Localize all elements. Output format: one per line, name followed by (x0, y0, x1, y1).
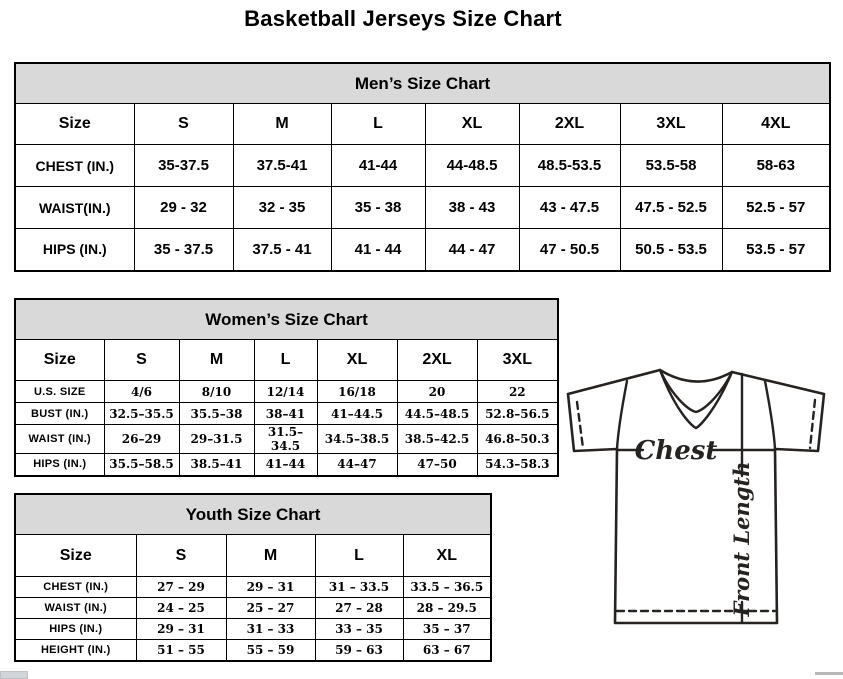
jersey-outline (568, 370, 824, 623)
mens-size-table (14, 62, 831, 272)
column-header: Size (15, 104, 134, 145)
size-value-cell: 35.5–38 (179, 403, 254, 425)
size-value-cell: 20 (397, 381, 477, 403)
size-value-cell: 12/14 (254, 381, 317, 403)
size-value-cell: 59 – 63 (315, 640, 403, 661)
column-header: M (179, 340, 254, 381)
size-value-cell: 22 (477, 381, 558, 403)
size-value-cell: 53.5 - 57 (722, 229, 830, 271)
size-value-cell: 16/18 (317, 381, 397, 403)
size-value-cell: 52.8–56.5 (477, 403, 558, 425)
size-value-cell: 32 - 35 (233, 187, 331, 229)
column-header: XL (317, 340, 397, 381)
row-label: HIPS (IN.) (15, 454, 104, 476)
size-value-cell: 29–31.5 (179, 425, 254, 454)
size-value-cell: 29 - 32 (134, 187, 233, 229)
column-header: Size (15, 340, 104, 381)
size-value-cell: 44.5–48.5 (397, 403, 477, 425)
column-header: 2XL (519, 104, 620, 145)
size-value-cell: 41–44.5 (317, 403, 397, 425)
column-header: S (136, 535, 226, 577)
size-value-cell: 41-44 (331, 145, 425, 187)
size-value-cell: 35.5–58.5 (104, 454, 179, 476)
size-value-cell: 50.5 - 53.5 (620, 229, 722, 271)
table-row (15, 187, 830, 229)
size-value-cell: 29 – 31 (136, 619, 226, 640)
youth-chart-title: Youth Size Chart (15, 494, 491, 535)
table-row (15, 425, 558, 454)
row-label: CHEST (IN.) (15, 577, 136, 598)
size-value-cell: 4/6 (104, 381, 179, 403)
row-label: WAIST (IN.) (15, 425, 104, 454)
front-length-label: Front Length (729, 461, 754, 617)
size-value-cell: 33.5 – 36.5 (403, 577, 491, 598)
size-value-cell: 41–44 (254, 454, 317, 476)
column-header: Size (15, 535, 136, 577)
size-value-cell: 28 – 29.5 (403, 598, 491, 619)
size-value-cell: 58-63 (722, 145, 830, 187)
size-value-cell: 37.5-41 (233, 145, 331, 187)
size-value-cell: 33 – 35 (315, 619, 403, 640)
page-title: Basketball Jerseys Size Chart (244, 6, 562, 31)
womens-size-table (14, 298, 559, 477)
size-value-cell: 27 – 29 (136, 577, 226, 598)
table-row (15, 403, 558, 425)
size-value-cell: 34.5–38.5 (317, 425, 397, 454)
table-row (15, 577, 491, 598)
size-value-cell: 35 - 38 (331, 187, 425, 229)
table-row (15, 454, 558, 476)
size-value-cell: 53.5-58 (620, 145, 722, 187)
size-value-cell: 24 – 25 (136, 598, 226, 619)
size-value-cell: 44–47 (317, 454, 397, 476)
size-value-cell: 38.5–42.5 (397, 425, 477, 454)
size-value-cell: 27 – 28 (315, 598, 403, 619)
size-value-cell: 52.5 - 57 (722, 187, 830, 229)
size-value-cell: 47.5 - 52.5 (620, 187, 722, 229)
size-value-cell: 55 – 59 (226, 640, 315, 661)
size-value-cell: 29 – 31 (226, 577, 315, 598)
scrollbar-fragment-left[interactable] (0, 671, 28, 679)
column-header: S (104, 340, 179, 381)
table-row (15, 598, 491, 619)
row-label: HIPS (IN.) (15, 229, 134, 271)
size-value-cell: 41 - 44 (331, 229, 425, 271)
women-chart-title: Women’s Size Chart (15, 299, 558, 340)
size-value-cell: 31 – 33 (226, 619, 315, 640)
size-value-cell: 38–41 (254, 403, 317, 425)
size-value-cell: 35-37.5 (134, 145, 233, 187)
size-value-cell: 35 – 37 (403, 619, 491, 640)
column-header: XL (425, 104, 519, 145)
jersey-measurement-diagram (560, 362, 836, 628)
size-value-cell: 43 - 47.5 (519, 187, 620, 229)
table-row (15, 229, 830, 271)
column-header: 2XL (397, 340, 477, 381)
column-header: 4XL (722, 104, 830, 145)
size-value-cell: 46.8–50.3 (477, 425, 558, 454)
size-value-cell: 37.5 - 41 (233, 229, 331, 271)
column-header: M (226, 535, 315, 577)
size-value-cell: 31 – 33.5 (315, 577, 403, 598)
size-value-cell: 31.5–34.5 (254, 425, 317, 454)
scrollbar-fragment-right[interactable] (815, 672, 843, 675)
size-value-cell: 38.5–41 (179, 454, 254, 476)
size-value-cell: 63 – 67 (403, 640, 491, 661)
row-label: HEIGHT (IN.) (15, 640, 136, 661)
size-value-cell: 38 - 43 (425, 187, 519, 229)
column-header: L (254, 340, 317, 381)
men-chart-title: Men’s Size Chart (15, 63, 830, 104)
row-label: WAIST(IN.) (15, 187, 134, 229)
column-header: L (315, 535, 403, 577)
table-row (15, 381, 558, 403)
row-label: BUST (IN.) (15, 403, 104, 425)
table-row (15, 640, 491, 661)
row-label: WAIST (IN.) (15, 598, 136, 619)
size-value-cell: 44 - 47 (425, 229, 519, 271)
size-value-cell: 26–29 (104, 425, 179, 454)
column-header: M (233, 104, 331, 145)
size-value-cell: 44-48.5 (425, 145, 519, 187)
size-value-cell: 35 - 37.5 (134, 229, 233, 271)
size-value-cell: 47–50 (397, 454, 477, 476)
column-header: L (331, 104, 425, 145)
youth-size-table (14, 493, 492, 662)
size-value-cell: 32.5–35.5 (104, 403, 179, 425)
size-value-cell: 48.5-53.5 (519, 145, 620, 187)
size-value-cell: 8/10 (179, 381, 254, 403)
table-row (15, 619, 491, 640)
column-header: XL (403, 535, 491, 577)
column-header: S (134, 104, 233, 145)
row-label: U.S. SIZE (15, 381, 104, 403)
size-value-cell: 47 - 50.5 (519, 229, 620, 271)
size-value-cell: 54.3–58.3 (477, 454, 558, 476)
column-header: 3XL (620, 104, 722, 145)
table-row (15, 145, 830, 187)
row-label: HIPS (IN.) (15, 619, 136, 640)
size-value-cell: 25 – 27 (226, 598, 315, 619)
column-header: 3XL (477, 340, 558, 381)
size-value-cell: 51 – 55 (136, 640, 226, 661)
row-label: CHEST (IN.) (15, 145, 134, 187)
chest-label: Chest (634, 436, 718, 466)
